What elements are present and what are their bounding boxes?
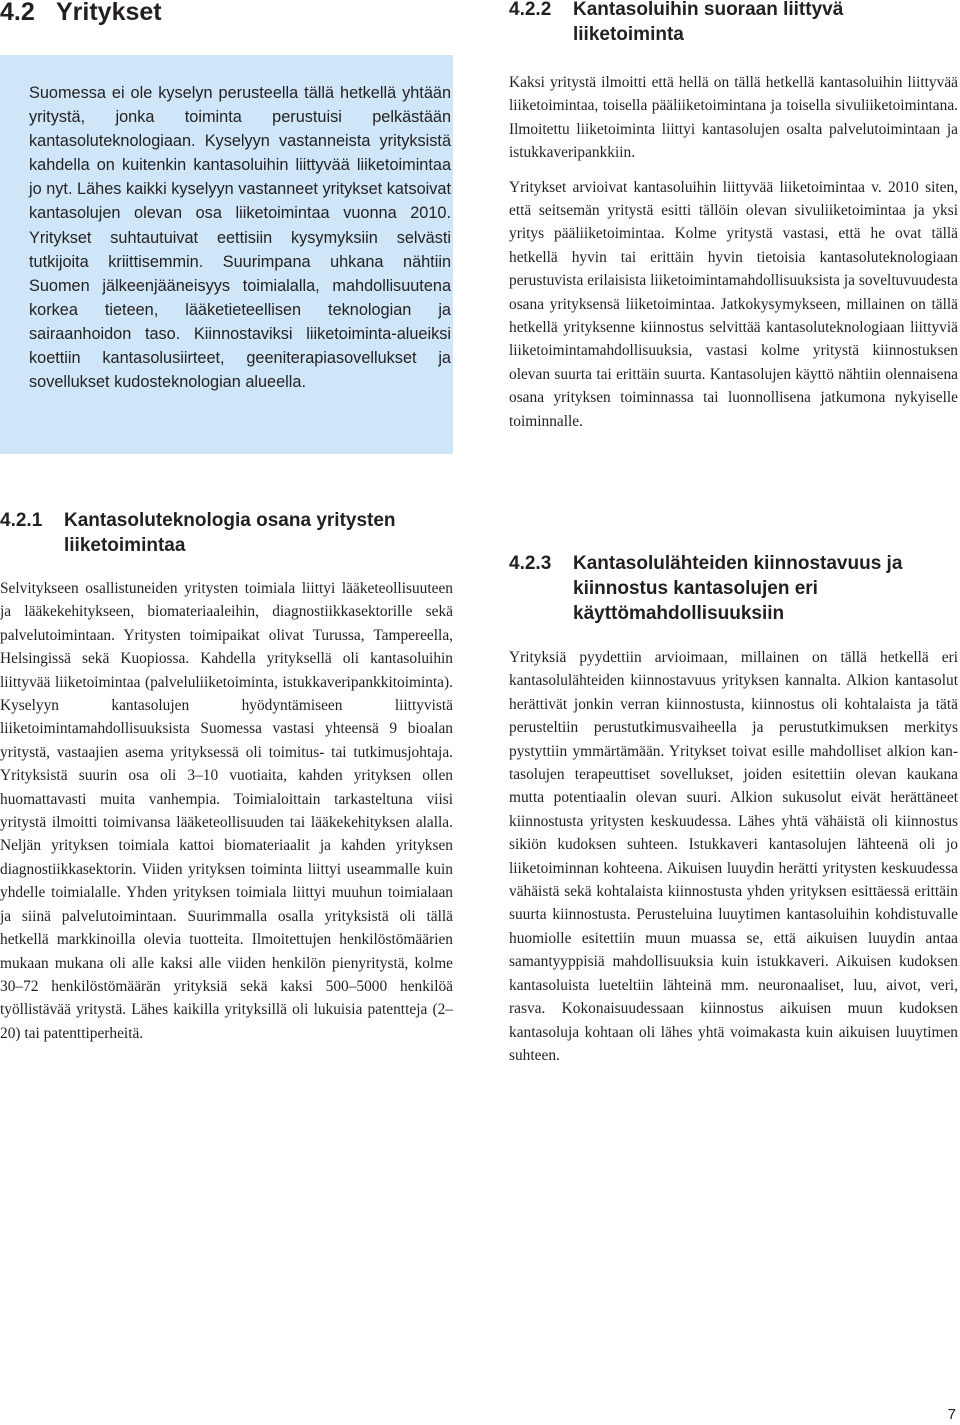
subsection-body-4-2-3: [509, 646, 958, 1067]
section-heading: [0, 0, 162, 27]
paragraph: Kaksi yritystä ilmoitti että hellä on tällä hetkellä kantasoluihin liittyvää liiketoimintaa, toisella pääliiketoimintana ja toisella sivuliiketoimintana. Ilmoitettu liiketoiminta liittyi kantasolujen osalta palvelutoimintaan ja istukkaveripankkiin.: [509, 74, 958, 162]
subsection-number: 4.2.1: [0, 510, 43, 531]
summary-text: Suomessa ei ole kyselyn perusteella tällä hetkellä yhtään yritystä, jonka toiminta perustuisi pelkästään kantasoluteknologiaan. Kyselyyn vastanneista yrityksistä kahdella on kuitenkin kantasoluihin liittyvää liiketoimintaa jo nyt. Lähes kaikki kyselyyn vastanneet yritykset katsoivat kantasolujen olevan osa liiketoimintaa vuonna 2010. Yritykset suhtautuivat eettisiin kysymyksiin selvästi tutkijoita kriittisemmin. Suurimpana uhkana nähtiin Suomen jälkeenjääneisyys toimialalla, mahdollisuutena korkea tieteen, lääketieteellisen teknologian ja sairaanhoidon taso. Kiinnostaviksi liiketoiminta-alueiksi koettiin kantasolusiirteet, geeniterapiasovellukset ja sovellukset kudosteknologian alueella.: [29, 84, 451, 392]
subsection-title: Kantasolulähteiden kiinnostavuus ja kiinnostus kantasolujen eri käyttömahdollisuuksiin: [573, 553, 903, 624]
subsection-number: 4.2.3: [509, 553, 552, 574]
section-number: 4.2: [0, 0, 35, 26]
subsection-heading-4-2-1: [0, 508, 440, 558]
section-title: Yritykset: [56, 0, 162, 26]
page-number: 7: [947, 1406, 956, 1423]
paragraph: Selvitykseen osallistuneiden yritysten toimiala liittyi lääketeollisuuteen ja lääkekehitykseen, biomateriaaleihin, diagnostiikkasektorille sekä palvelutoimintaan. Yritysten toimipaikat olivat Turussa, Tampereella, Helsingissä sekä Kuopiossa. Kahdella yrityksellä oli kantasoluihin liittyvää liiketoimintaa (palveluliiketoiminta, istukkaveripankkitoiminta). Kyselyyn kantasolujen hyödyntämiseen liittyvistä liiketoimintamahdollisuuksista Suomessa vastasi yhteensä 9 bioalan yritystä, vastaajien asema yrityksessä oli toimitus- tai tutkimusjohtaja. Yrityksistä suurin osa oli 3–10 vuotiaita, kahden yrityksen ollen huomattavasti muita vanhempia. Toimialoittain tarkasteltuna viisi yritystä ilmoitti toimivansa lääketeollisuuden tai lääkekehityksen alalla. Neljän yrityksen toimiala kattoi biomateriaalit ja kahden yrityksen diagnostiikkasektorin. Viiden yrityksen toiminta liittyi useammalle kuin yhdelle toimialalle. Yhden yrityksen toimiala liittyi muuhun toimialaan ja siinä palvelutoimintaan. Suurimmalla osalla yrityksistä oli tällä hetkellä markkinoilla olevia tuotteita. Ilmoitettujen henkilöstömäärien mukaan mukana oli alle kaksi alle viiden henkilön pienyritystä, kolme 30–72 henkilöstömäärän yrityksiä sekä kaksi 500–5000 henkilöä työllistävää yritystä. Lähes kaikilla yrityksillä oli lukuisia patentteja (2–20) tai patenttiperheitä.: [0, 580, 453, 1042]
subsection-heading-4-2-3: [509, 551, 949, 626]
subsection-title: Kantasoluihin suoraan liittyvä liiketoiminta: [573, 0, 844, 45]
subsection-heading-4-2-2: [509, 0, 949, 47]
subsection-number: 4.2.2: [509, 0, 552, 20]
subsection-body-4-2-1: [0, 577, 453, 1045]
subsection-body-4-2-2: [509, 71, 958, 433]
paragraph: Yritykset arvioivat kantasoluihin liittyvää liiketoimintaa v. 2010 siten, että seitsemän yritystä esitti tällöin olevan sivuliiketoimintaa ja yksi yritys pääliiketoimintaa. Kolme yritystä vastasi, että he ovat tällä hetkellä hyvin tai erittäin hyvin tietoisia kantasoluteknologiaan perustuvista erilaisista liiketoimintamahdollisuuksista ja soveltuvuudesta osana yrityksensä liiketoimintaa. Jatkokysymykseen, millainen on tällä hetkellä yrityksenne kiinnostus selvittää kantasoluteknologiaan liittyviä liiketoimintamahdollisuuksia, vastasi kolme yritystä kiinnostuksen olevan suurta tai erittäin suurta. Kantasolujen käyttö nähtiin olennaisena osana yrityksen toiminnassa tai luonnollisena jatkumona nykyiselle toiminnalle.: [509, 178, 958, 430]
subsection-title: Kantasoluteknologia osana yritysten liiketoimintaa: [64, 510, 396, 556]
paragraph: Yrityksiä pyydettiin arvioimaan, millainen on tällä hetkellä eri kantasolulähteiden kiinnostavuus yrityksen kannalta. Alkion kantasolut herättivät jonkin verran kiinnostusta, kiinnostus oli kohtalaista ja tätä perusteltiin perustutkimusvaiheella ja perustutkimuksen merkitys pystyttiin ymmärtämään. Yritykset toivat esille mahdolliset alkion kantasolujen terapeuttiset sovellukset, joiden esitettiin olevan kaukana mutta potentiaalin olevan suuri. Alkion sukusolut eivät herättäneet kiinnostusta yritysten keskuudessa. Lähes yhtä vähäistä oli kiinnostus sikiön kudoksen suhteen. Istukkaveri kantasolujen lähteenä oli jo liiketoiminnan kohteena. Aikuisen luuydin herätti yritysten keskuudessa vähäistä sekä kohtalaista kiinnostusta yhden yrityksen esittäessä erittäin suurta kiinnostusta. Perusteluina luuytimen kantasoluihin kohdistuvalle huomiolle esitettiin muun muassa se, että aikuisen luuydin antaa samantyyppisiä mahdollisuuksia kuin istukkaveri. Aikuisen kudoksen kantasoluista lueteltiin lähteinä mm. neuronaaliset, luu, aivot, veri, rasva. Kokonaisuudessaan kiinnostus aikuisen muun kudoksen kantasoluja kohtaan oli lähes yhtä voimakasta kuin aikuisen luuytimen suhteen.: [509, 649, 958, 1064]
summary-box: [0, 55, 453, 454]
